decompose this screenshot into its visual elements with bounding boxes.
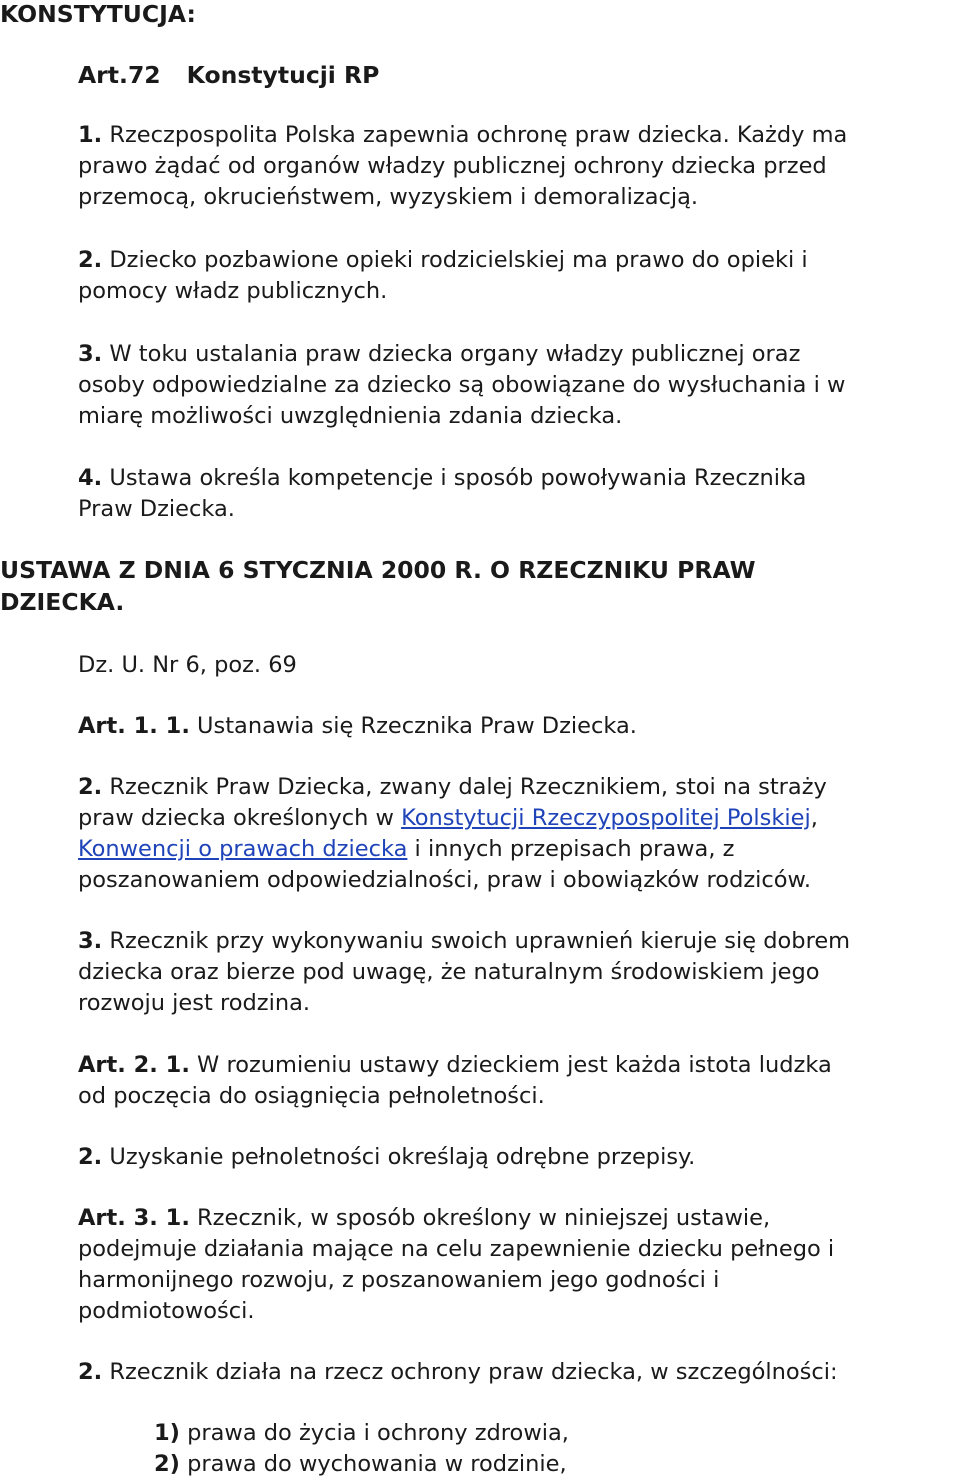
list-item-text: prawa do wychowania w rodzinie,: [179, 1451, 567, 1477]
paragraph-text: Rzecznik działa na rzecz ochrony praw dziecka, w szczególności:: [102, 1359, 838, 1385]
art3-p2: [78, 1357, 838, 1388]
list-item-number: 2): [154, 1451, 180, 1477]
art72-p1-line3: przemocą, okrucieństwem, wyzyskiem i demoralizacją.: [78, 184, 699, 210]
art72-p2-line2: pomocy władz publicznych.: [78, 278, 388, 304]
art3-p1-line1: [78, 1203, 770, 1234]
article-source: Konstytucji RP: [186, 61, 380, 89]
paragraph-text: i innych przepisach prawa, z: [407, 836, 735, 862]
art1-p3-line3: rozwoju jest rodzina.: [78, 990, 311, 1016]
art72-p1-line1: [78, 120, 847, 151]
paragraph-text: Dziecko pozbawione opieki rodzicielskiej ma prawo do opieki i: [102, 247, 808, 273]
paragraph-number: 2.: [78, 1359, 103, 1385]
art1-p1: [78, 711, 637, 742]
paragraph-text: Ustanawia się Rzecznika Praw Dziecka.: [189, 713, 637, 739]
art72-p3-line3: miarę możliwości uwzględnienia zdania dziecka.: [78, 403, 623, 429]
paragraph-number: 1.: [78, 122, 103, 148]
act-title-line1: USTAWA Z DNIA 6 STYCZNIA 2000 R. O RZECZNIKU PRAW: [0, 556, 756, 584]
art1-p2-line1: [78, 772, 827, 803]
art2-p2: [78, 1142, 695, 1173]
paragraph-text: praw dziecka określonych w: [78, 805, 402, 831]
paragraph-number: 2.: [78, 247, 103, 273]
art72-p1-line2: prawo żądać od organów władzy publicznej ochrony dziecka przed: [78, 153, 827, 179]
list-item-number: 1): [154, 1420, 180, 1446]
art72-p3-line2: osoby odpowiedzialne za dziecko są obowiązane do wysłuchania i w: [78, 372, 846, 398]
art72-p2-line1: [78, 245, 808, 276]
art1-p3-line1: [78, 926, 850, 957]
art1-p2-line2: [78, 803, 818, 834]
art3-p1-line2: podejmuje działania mające na celu zapewnienie dziecku pełnego i: [78, 1236, 835, 1262]
paragraph-number: 3.: [78, 928, 103, 954]
paragraph-text: ,: [810, 805, 818, 831]
paragraph-text: Ustawa określa kompetencje i sposób powoływania Rzecznika: [102, 465, 807, 491]
article-heading: Art. 2. 1.: [78, 1052, 190, 1078]
art72-p3-line1: [78, 339, 800, 370]
paragraph-number: 2.: [78, 1144, 103, 1170]
act-title-line2: DZIECKA.: [0, 588, 125, 616]
art3-p1-line3: harmonijnego rozwoju, z poszanowaniem jego godności i: [78, 1267, 720, 1293]
paragraph-number: 3.: [78, 341, 103, 367]
paragraph-text: Rzeczpospolita Polska zapewnia ochronę praw dziecka. Każdy ma: [102, 122, 848, 148]
art2-p1-line1: [78, 1050, 832, 1081]
paragraph-text: W toku ustalania praw dziecka organy władzy publicznej oraz: [102, 341, 801, 367]
article-heading: Art. 3. 1.: [78, 1205, 190, 1231]
art1-p2-line3: [78, 834, 734, 865]
art2-p1-line2: od poczęcia do osiągnięcia pełnoletności.: [78, 1083, 545, 1109]
paragraph-text: Rzecznik przy wykonywaniu swoich uprawnień kieruje się dobrem: [102, 928, 851, 954]
article-number: Art.72: [78, 61, 161, 89]
paragraph-text: W rozumieniu ustawy dzieckiem jest każda istota ludzka: [189, 1052, 832, 1078]
paragraph-number: 2.: [78, 774, 103, 800]
paragraph-text: Rzecznik Praw Dziecka, zwany dalej Rzecznikiem, stoi na straży: [102, 774, 827, 800]
section-label-konstytucja: KONSTYTUCJA:: [0, 0, 196, 28]
paragraph-number: 4.: [78, 465, 103, 491]
art1-p3-line2: dziecka oraz bierze pod uwagę, że naturalnym środowiskiem jego: [78, 959, 820, 985]
list-item: [154, 1418, 569, 1449]
art1-p2-line4: poszanowaniem odpowiedzialności, praw i obowiązków rodziców.: [78, 867, 812, 893]
list-item: [154, 1449, 567, 1480]
paragraph-text: Rzecznik, w sposób określony w niniejszej ustawie,: [189, 1205, 771, 1231]
paragraph-text: Uzyskanie pełnoletności określają odrębne przepisy.: [102, 1144, 696, 1170]
journal-reference: Dz. U. Nr 6, poz. 69: [78, 652, 297, 678]
constitution-link[interactable]: Konstytucji Rzeczypospolitej Polskiej: [401, 805, 811, 831]
list-item-text: prawa do życia i ochrony zdrowia,: [179, 1420, 569, 1446]
art72-p4-line2: Praw Dziecka.: [78, 496, 235, 522]
article-title-art72: [78, 60, 379, 91]
art72-p4-line1: [78, 463, 806, 494]
article-heading: Art. 1. 1.: [78, 713, 190, 739]
art3-p1-line4: podmiotowości.: [78, 1298, 255, 1324]
convention-link[interactable]: Konwencji o prawach dziecka: [78, 836, 408, 862]
